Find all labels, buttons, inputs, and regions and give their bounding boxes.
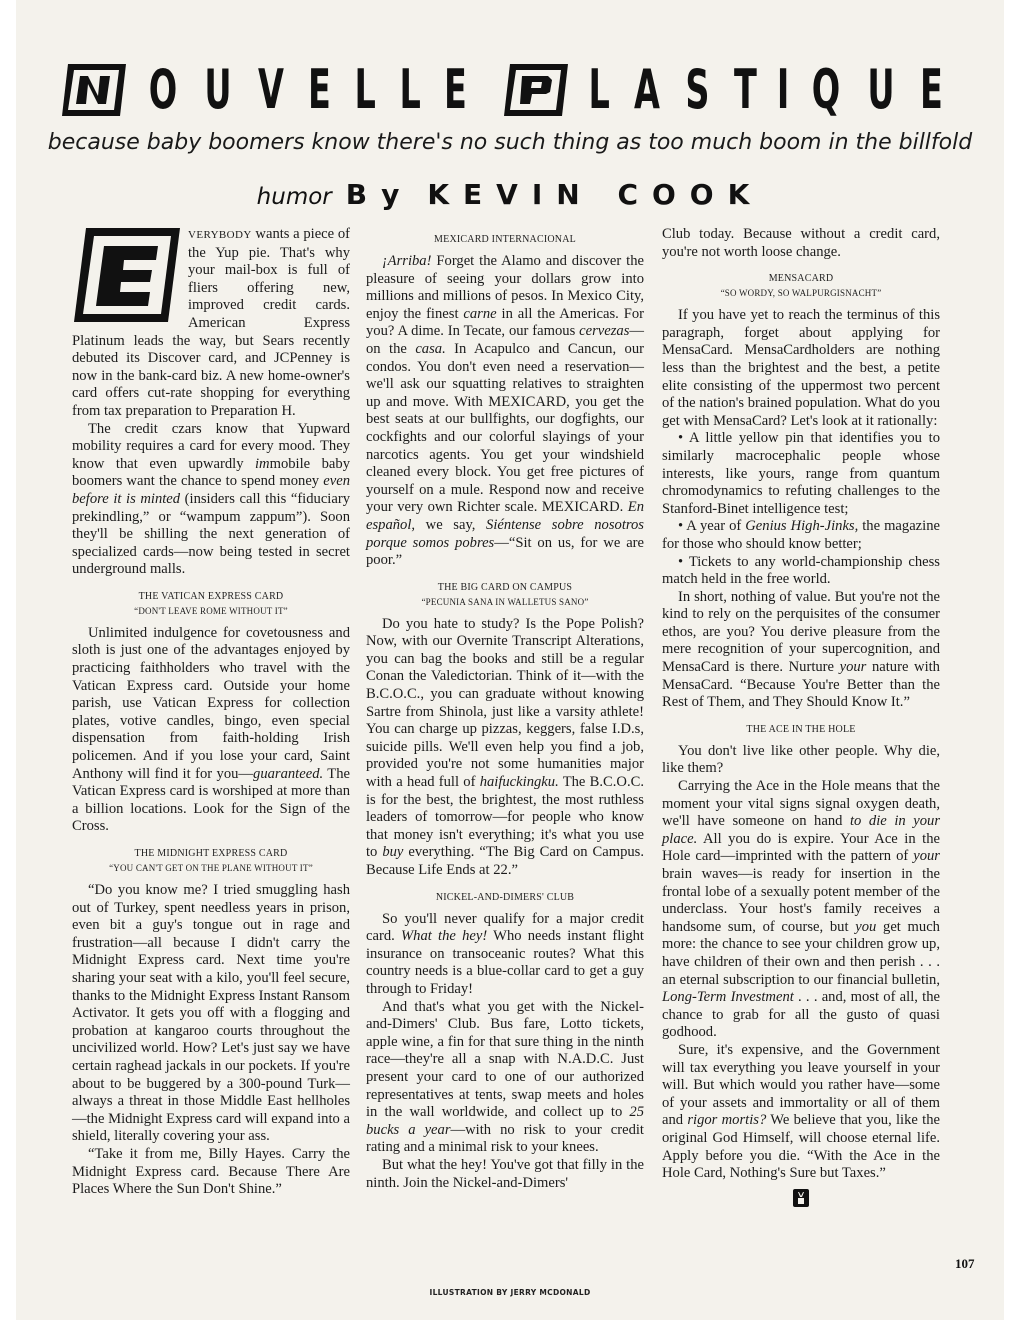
paragraph — [662, 589, 940, 712]
paragraph-text: Unlimited indulgence for covetousness and sloth is just one of the advantages enjoyed by practicing faithholders who travel with the Vatican Express card. Outside your home parish, use Vatican Express for collection plates, votive candles, bingo, even special dispensation from faith-holding Irish policemen. And if you lose your card, Saint Anthony will find it for you— — [72, 624, 350, 782]
paragraph-text: —with no risk to your credit rating and a minimal risk to your knees. — [366, 1121, 644, 1156]
paragraph — [662, 1042, 940, 1183]
title-letter: I — [777, 58, 790, 121]
title-letter: E — [919, 58, 943, 121]
paragraph-text: in all the Americas. For you? A dime. In Tecate, our famous — [366, 305, 644, 340]
paragraph-text: In Acapulco and Cancun, our condos. You don't even need a reservation—we'll ask our squatting relatives to straighten up and move. With MEXICARD, you get the best seats at our bullfights, our dogfights, our cockfights and our colorful slayings of your narcotics agents. You get your windshield cleaned every block. You get free pictures of yourself on a mule. Respond now and receive your very own Richter scale. MEXICARD. — [366, 340, 644, 516]
section-heading — [72, 589, 350, 619]
section-heading-tagline: “YOU CAN'T GET ON THE PLANE WITHOUT IT” — [109, 863, 313, 873]
paragraph-text: Do you hate to study? Is the Pope Polish? Now, with our Overnite Transcript Alterations, you can bag the books and still be a regular Conan the Valedictorian. Think of it—with the B.C.O.C., you can graduate without knowing Sartre from Shinola, just like a varsity athlete! You can charge up pizzas, keggers, false I.D.s, suicide pills. We'll even help you find a job, provided you're not some humanities major with a head full of — [366, 615, 644, 791]
bullet-item — [662, 518, 940, 553]
emphasis: buy — [382, 844, 404, 861]
section-heading-title: THE ACE IN THE HOLE — [746, 723, 856, 735]
paragraph — [72, 625, 350, 836]
emphasis: Siéntense sobre nosotros porque somos pobres — [366, 516, 644, 551]
paragraph — [366, 999, 644, 1157]
title-letter: T — [733, 58, 757, 121]
bullet-item: • Tickets to any world-championship chess match held in the free world. — [662, 553, 940, 588]
title-letter: E — [308, 58, 332, 121]
paragraph — [662, 778, 940, 1042]
section-heading — [662, 722, 940, 737]
illustration-credit: ILLUSTRATION BY JERRY MCDONALD — [429, 1288, 591, 1297]
title-initial-n — [60, 60, 130, 120]
paragraph-text: Carrying the Ace in the Hole means that the moment your vital signs signal oxygen death, we'll have someone on hand — [662, 778, 940, 830]
section-heading-title: MENSACARD — [768, 273, 834, 285]
paragraph: But what the hey! You've got that filly in the ninth. Join the Nickel-and-Dimers' — [366, 1156, 644, 1191]
paragraph-text: brain waves—is ready for insertion in the frontal lobe of a sexually potent member of the underclass. Your host's family receives a handsome sum, of course, but — [662, 866, 940, 935]
article-subtitle: because baby boomers know there's no such thing as too much boom in the billfold — [47, 130, 973, 155]
paragraph — [366, 253, 644, 570]
paragraph-text: The credit czars know that Yupward mobility requires a card for every mood. They know that even upwardly — [72, 420, 350, 472]
emphasis: rigor mortis? — [687, 1112, 767, 1129]
title-letter: V — [257, 58, 284, 121]
drop-cap-e — [72, 226, 182, 324]
emphasis: haifuckingku. — [479, 774, 559, 791]
title-letter: U — [204, 58, 232, 121]
paragraph — [366, 911, 644, 999]
section-heading-tagline: “DON'T LEAVE ROME WITHOUT IT” — [134, 605, 288, 616]
byline-genre: humor — [256, 184, 332, 210]
section-heading-title: THE VATICAN EXPRESS CARD — [138, 590, 284, 602]
title-letter: S — [685, 58, 710, 121]
emphasis: im — [255, 455, 270, 472]
title-initial-p — [502, 60, 572, 120]
paragraph: You don't live like other people. Why die, like them? — [662, 742, 940, 777]
text-column-3 — [662, 226, 940, 1207]
emphasis: your — [839, 659, 867, 676]
paragraph-text: we say, — [415, 516, 487, 533]
section-heading-title: THE BIG CARD ON CAMPUS — [437, 581, 573, 593]
paragraph: “Take it from me, Billy Hayes. Carry the Midnight Express card. Because There Are Places Where the Sun Don't Shine.” — [72, 1145, 350, 1198]
text-column-2 — [366, 226, 644, 1192]
paragraph-text: Who needs instant flight insurance on transoceanic routes? What this country needs is a blue-collar card to get a guy through to Friday! — [366, 928, 644, 997]
paragraph — [72, 421, 350, 579]
section-heading — [72, 846, 350, 876]
section-heading — [366, 232, 644, 247]
title-letter: A — [633, 58, 660, 121]
emphasis: carne — [463, 305, 497, 322]
title-letter: L — [588, 58, 610, 121]
section-heading — [662, 271, 940, 301]
title-letter: U — [867, 58, 895, 121]
paragraph: “Do you know me? I tried smuggling hash out of Turkey, spent needless years in prison, even bit a guy's tongue out in rage and frustration—all because I didn't carry the Midnight Express card. Next time you're sharing your seat with a kilo, you'll feel secure, thanks to the Midnight Express Instant Ransom Activator. It gets you off with a flogging and probation at kangaroo courts throughout the uncivilized world. How? Let's just say we have certain raghead jackals in our pockets. If you're about to be buggered by a 300-pound Turk—always a threat in those Middle East hellholes—the Midnight Express card will expand into a shield, literally covering your ass. — [72, 882, 350, 1145]
paragraph-text: • A year of — [678, 518, 746, 535]
byline-author: KEVIN COOK — [427, 178, 764, 211]
emphasis: casa. — [415, 340, 446, 357]
byline — [0, 178, 1020, 211]
text-column-1 — [72, 226, 350, 1199]
paragraph-text: We believe that you, like the original God Himself, will choose eternal life. Apply before you die. “With the Ace in the Hole Card, Nothing's Sure but Taxes.” — [662, 1112, 940, 1182]
paragraph-text: —“Sit on us, for we are poor.” — [366, 534, 645, 569]
section-heading — [366, 890, 644, 905]
emphasis: What the hey! — [401, 928, 488, 945]
paragraph-text: (insiders call this “fiduciary prekindling,” or “wampum zappum”). Soon they'll be shilling the next generation of specialized cards—now being tested in secret underground malls. — [72, 490, 350, 578]
emphasis: En español, — [366, 499, 644, 533]
paragraph-text: And that's what you get with the Nickel-and-Dimers' Club. Bus fare, Lotto tickets, apple wine, a fin for that sure thing in the ninth race—they're all a snap with N.A.D.C. Just present your card to one of our authorized representatives at tents, swap meets and holes in the wall worldwide, and collect up to — [366, 998, 644, 1121]
section-heading-title: NICKEL-AND-DIMERS' CLUB — [435, 891, 575, 903]
emphasis: 25 bucks a year — [366, 1104, 644, 1138]
paragraph-text: —on the — [366, 323, 644, 357]
section-heading — [366, 580, 644, 610]
paragraph-text: The B.C.O.C. is for the best, the brightest, the most ruthless leaders of tomorrow—for people who know that money isn't everything; it's what you use to — [366, 774, 644, 861]
paragraph: Club today. Because without a credit card, you're not worth loose change. — [662, 226, 940, 260]
paragraph-text: So you'll never qualify for a major credit card. — [366, 910, 644, 945]
paragraph-text: . . . and, most of all, the chance to grab for all the gusto of quasi godhood. — [662, 989, 940, 1041]
rabbit-end-mark-icon — [793, 1189, 809, 1207]
paragraph: If you have yet to reach the terminus of this paragraph, forget about applying for MensaCard. MensaCardholders are nothing less than the brightest and the best, a petite elite consisting of the uppermost two percent of the nation's brained population. What do you get with MensaCard? Let's look at it rationally: — [662, 307, 940, 429]
emphasis: you — [855, 918, 877, 935]
emphasis: even before it is minted — [72, 473, 350, 507]
paragraph-text: mobile baby boomers want the chance to spend money — [72, 455, 350, 490]
paragraph-text: the magazine for those who should know better; — [662, 518, 940, 552]
paragraph-text: The Vatican Express card is worshiped at more than a billion locations. Look for the Sign of the Cross. — [72, 765, 350, 835]
article-title — [60, 58, 950, 122]
section-heading-title: THE MIDNIGHT EXPRESS CARD — [134, 848, 288, 859]
title-letter: L — [399, 58, 421, 121]
emphasis: ¡Arriba! — [382, 253, 432, 269]
page-number: 107 — [955, 1256, 975, 1271]
paragraph-text: nature with MensaCard. “Because You're Better than the Rest of Them, and They Should Know It.” — [662, 659, 940, 711]
paragraph-text: All you do is expire. Your Ace in the Hole card—imprinted with the pattern of — [662, 830, 940, 865]
section-heading-tagline: “SO WORDY, SO WALPURGISNACHT” — [720, 288, 882, 299]
title-letter: E — [443, 58, 467, 121]
section-heading-tagline: “PECUNIA SANA IN WALLETUS SANO” — [421, 596, 589, 607]
bullet-item: • A little yellow pin that identifies you to similarly macrocephalic people whose interests, like yours, range from quantum chromodynamics to refuting challenges to the Stanford-Binet intelligence test; — [662, 430, 940, 517]
paragraph-text: get much more: the chance to see your children grow up, have children of their own and then perish . . . an eternal subscription to our financial bulletin, — [662, 918, 940, 988]
paragraph-text: Sure, it's expensive, and the Government will tax everything you leave yourself in your will. But which would you rather have—some of your assets and immortality or all of them and — [662, 1041, 940, 1129]
title-letter: O — [148, 58, 178, 121]
section-heading-title: MEXICARD INTERNACIONAL — [434, 234, 576, 245]
emphasis: cervezas — [579, 323, 630, 340]
paragraph-text: wants a piece of the Yup pie. That's why your mail-box is full of fliers offering new, improved credit cards. American Express Platinum leads the way, but Sears recently debuted its Discover card, and JCPenney is now in the bank-card biz. A new home-owner's card offers cut-rate shopping for everything from tax preparation to Preparation H. — [72, 226, 350, 419]
title-letter: L — [354, 58, 377, 121]
emphasis: your — [913, 848, 940, 865]
emphasis: Genius High-Jinks, — [745, 518, 859, 535]
emphasis: guaranteed. — [253, 765, 324, 782]
paragraph — [366, 616, 644, 880]
byline-by: By — [345, 178, 414, 211]
title-letter: Q — [812, 58, 841, 121]
paragraph-text: In short, nothing of value. But you're not the kind to rely on the perquisites of the consumer ethos, are you? You derive pleasure from the mere recognition of your supercognition, and MensaCard is there. Nurture — [662, 588, 940, 676]
lead-in: VERYBODY — [188, 229, 252, 241]
emphasis: to die in your place. — [662, 813, 940, 847]
paragraph-text: Forget the Alamo and discover the pleasure of seeing your dollars grow into millions and millions of pesos. In Mexico City, enjoy the finest — [366, 253, 644, 322]
paragraph-text: everything. “The Big Card on Campus. Because Life Ends at 22.” — [366, 844, 644, 878]
emphasis: Long-Term Investment — [662, 989, 794, 1006]
